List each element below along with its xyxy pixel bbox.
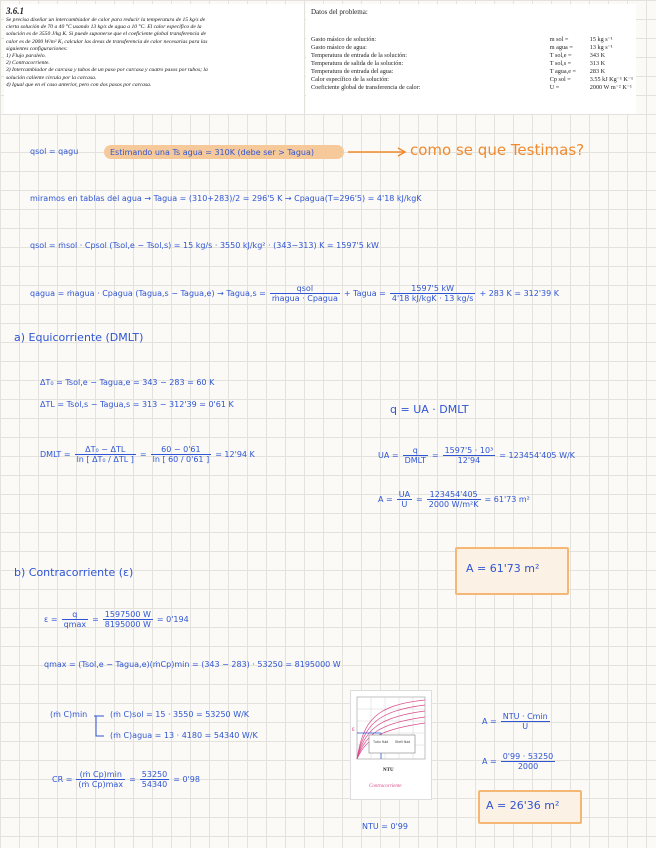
ntu-value: NTU = 0'99 [362,822,408,831]
data-symbol: T agua,e = [549,68,576,75]
data-label: Gasto másico de agua: [311,44,367,51]
ntu-effectiveness-figure [350,690,432,800]
problem-line: 4) Igual que en el caso anterior, pero con dos pasos por carcasa. [6,81,152,88]
data-row [311,52,633,60]
question-note: como se que Testimas? [410,141,585,159]
data-symbol: U = [549,84,560,91]
data-label: Calor específico de la solución: [311,76,390,83]
q-water-left: qagua = ṁagua · Cpagua (Tagua,s − Tagua,e) → Tagua,s = [30,289,266,298]
fraction: $\frac{1597500 W}{8195000 W}$ [104,610,151,629]
fraction: $\frac{q}{\text{DMLT}}$ [404,446,426,465]
data-label: Temperatura de entrada de la solución: [311,52,407,59]
problem-text [6,17,300,89]
problem-line: calor es de 2000 W/m² K, calcular las áreas de transferencia de calor necesarias para las [6,38,208,45]
problem-line: 2) Contracorriente. [6,60,50,67]
q-solution-line: qsol = ṁsol · Cpsol (Tsol,e − Tsol,s) = 15 kg/s · 3550 kJ/kg² · (343−313) K = 1597'5 kW [30,241,379,250]
data-value: 15 kg s⁻¹ [589,36,613,43]
data-symbol: T sol,e = [549,52,572,59]
data-value: 283 K [589,68,606,75]
problem-line: cierta solución de 70 a 40 °C usando 13 kg/s de agua a 10 °C. El calor específico de la [6,24,202,31]
mc-water: (ṁ C)agua = 13 · 4180 = 54340 W/K [110,731,258,740]
delta-t0-line: ΔT₀ = Tsol,e − Tagua,e = 343 − 283 = 60 K [40,378,215,387]
tube-fluid-label: Tubo fluid [373,740,389,744]
fraction: $\frac{53250}{54340}$ [141,770,168,789]
result-b: A = 26'36 m² [486,799,560,812]
data-label: Coeficiente global de transferencia de calor: [311,84,421,91]
data-row [311,84,633,92]
shell-fluid-label: Shell fluid [395,740,411,744]
problem-line: Se precisa diseñar un intercambiador de calor para reducir la temperatura de 15 kg/s de [6,17,206,23]
mc-min-label: (ṁ C)min [50,710,88,719]
fraction: $\frac{0'99 \cdot 53250}{2000}$ [502,752,554,771]
data-row [311,60,633,68]
fraction: $\frac{123454'405}{\text{2000 W/m²K}}$ [428,490,479,509]
fraction: $\frac{\text{1597'5 · 10³}}{12'94}$ [444,446,494,465]
q-water-line: qagua = ṁagua · Cpagua (Tagua,s − Tagua,e) → Tagua,s = $\frac{\text{qsol}}{\text{ṁagua · Cpagua}}$ + Tagua = $\frac{1597'5 kW}{\text{4'18 kJ/kgK · 13 kg/s}}$ + 283 K = 312'39 K [30,284,559,303]
fraction: $\frac{q}{qmax}$ [63,610,87,629]
data-label: Temperatura de salida de la solución: [311,60,404,67]
cr-line: CR = $\frac{\text{(ṁ Cp)min}}{\text{(ṁ Cp)max}}$ = $\frac{53250}{54340}$ = 0'98 [52,770,200,789]
ua-line: UA = $\frac{q}{\text{DMLT}}$ = $\frac{\text{1597'5 · 10³}}{12'94}$ = 123454'405 W/K [378,446,575,465]
fraction: $\frac{1597'5 kW}{\text{4'18 kJ/kgK · 13 kg/s}}$ [391,284,474,303]
problem-line: siguientes configuraciones: [6,45,68,52]
data-value: 13 kg s⁻¹ [589,44,613,51]
problem-number: 3.6.1 [6,6,24,16]
problem-line: solución caliente circula por la carcasa. [6,74,97,81]
heat-balance-eq: qsol = qagu [30,147,79,156]
fraction: $\frac{UA}{U}$ [398,490,411,509]
data-row [311,44,633,52]
data-row [311,68,633,76]
data-value: 3.55 kJ Kg⁻¹ K⁻¹ [589,76,633,83]
dmlt-line: DMLT = $\frac{\text{ΔT₀ − ΔTL}}{\text{ln [ ΔT₀ / ΔTL ]}}$ = $\frac{60 - 0'61}{\ln [ 60 / 0'61 ]}$ = 12'94 K [40,445,255,464]
data-symbol: T sol,s = [549,60,572,67]
bracket-arrow-icon [92,712,108,742]
epsilon-axis-label: ε [352,727,355,733]
section-b-heading: b) Contracorriente (ε) [14,566,134,579]
figure-caption: Contracorriente [369,784,402,789]
data-symbol: m sol = [549,36,569,43]
data-value: 313 K [589,60,606,67]
cp-water-line: miramos en tablas del agua → Tagua = (310+283)/2 = 296'5 K → Cpagua(T=296'5) = 4'18 kJ/kgK [30,194,422,203]
data-symbol: Cp sol = [549,76,571,83]
epsilon-line: ε = $\frac{q}{qmax}$ = $\frac{1597500 W}{8195000 W}$ = 0'194 [44,610,189,629]
data-row [311,76,633,84]
data-value: 343 K [589,52,606,59]
fraction: $\frac{\text{qsol}}{\text{ṁagua · Cpagua}}$ [271,284,338,303]
data-title: Datos del problema: [311,8,368,16]
ntu-axis-label: NTU [383,768,394,773]
problem-line: 1) Flujo paralelo. [6,53,46,60]
problem-line: 3) Intercambiador de carcasa y tubos de un paso por carcasa y cuatro pasos por tubos; la [6,67,208,74]
problem-line: solución es de 3550 J/kg K. Si puede suponerse que el coeficiente global transferencia de [6,31,207,38]
area-ntu-substitution: A = $\frac{0'99 \cdot 53250}{2000}$ [482,752,554,771]
arrow-icon [346,146,410,158]
area-ntu-formula: A = $\frac{\text{NTU · Cmin}}{U}$ [482,712,548,731]
mc-solution: (ṁ C)sol = 15 · 3550 = 53250 W/K [110,710,250,719]
data-table [311,36,633,92]
fraction: $\frac{\text{NTU · Cmin}}{U}$ [502,712,548,731]
data-symbol: m agua = [549,44,573,51]
estimate-note: Estimando una Ts agua = 310K (debe ser > Tagua) [110,148,314,157]
fraction: $\frac{\text{ΔT₀ − ΔTL}}{\text{ln [ ΔT₀ / ΔTL ]}}$ [76,445,134,464]
section-a-heading: a) Equicorriente (DMLT) [14,331,144,344]
ntu-chart [351,691,431,799]
data-row [311,36,633,44]
fraction: $\frac{60 - 0'61}{\ln [ 60 / 0'61 ]}$ [152,445,210,464]
fraction: $\frac{\text{(ṁ Cp)min}}{\text{(ṁ Cp)max}}$ [78,770,124,789]
data-value: 2000 W m⁻² K⁻¹ [589,84,632,91]
data-label: Temperatura de entrada del agua: [311,68,394,75]
qmax-line: qmax = (Tsol,e − Tagua,e)(ṁCp)min = (343 − 283) · 53250 = 8195000 W [44,660,341,669]
area-line: A = $\frac{UA}{U}$ = $\frac{123454'405}{\text{2000 W/m²K}}$ = 61'73 m² [378,490,530,509]
q-ua-eq: q = UA · DMLT [390,403,469,416]
delta-tl-line: ΔTL = Tsol,s − Tagua,s = 313 − 312'39 = 0'61 K [40,400,234,409]
data-label: Gasto másico de solución: [311,36,377,43]
result-a: A = 61'73 m² [466,562,540,575]
